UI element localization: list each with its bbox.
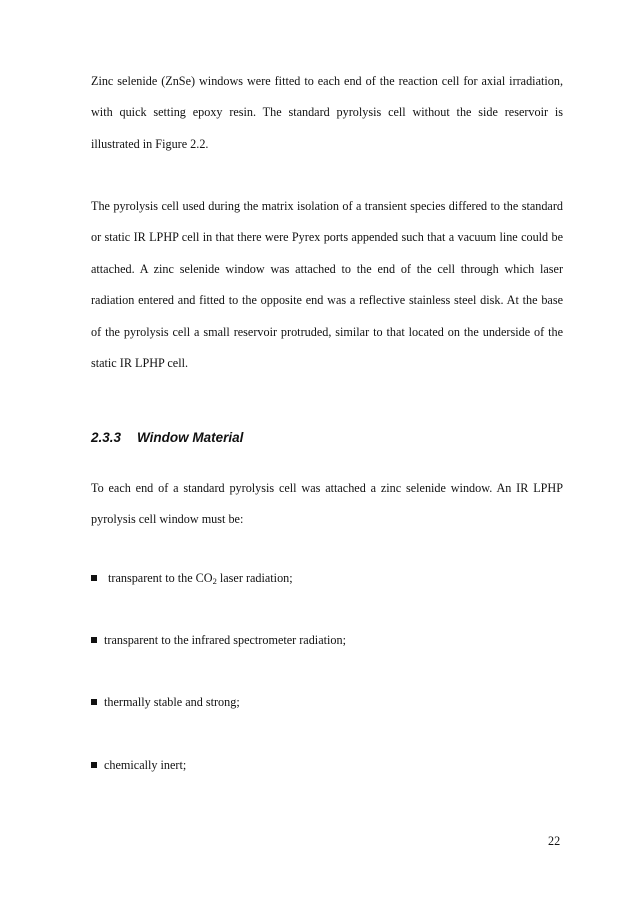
square-bullet-icon (91, 762, 97, 768)
bullet-item-inert (91, 756, 186, 774)
section-title: Window Material (137, 430, 244, 445)
bullet-text: thermally stable and strong; (104, 695, 240, 709)
section-heading (91, 428, 243, 448)
page-number: 22 (548, 834, 561, 848)
paragraph-pyrolysis-cell: The pyrolysis cell used during the matrix isolation of a transient species differed to the standard or static IR LPHP cell in that there were Pyrex ports appended such that a vacuum line could be attached. A zinc selenide window was attached to the end of the cell through which laser radiation entered and fitted to the opposite end was a reflective stainless steel disk. At the base of the pyrolysis cell a small reservoir protruded, similar to that located on the underside of the static IR LPHP cell. (91, 199, 563, 371)
bullet-item-thermal (91, 693, 240, 711)
square-bullet-icon (91, 575, 97, 581)
square-bullet-icon (91, 699, 97, 705)
paragraph-window-material: To each end of a standard pyrolysis cell was attached a zinc selenide window. An IR LPHP pyrolysis cell window must be: (91, 481, 563, 527)
bullet-text: transparent to the infrared spectrometer radiation; (104, 633, 346, 647)
square-bullet-icon (91, 637, 97, 643)
paragraph-znse-windows: Zinc selenide (ZnSe) windows were fitted to each end of the reaction cell for axial irradiation, with quick setting epoxy resin. The standard pyrolysis cell without the side reservoir is illustrated in Figure 2.2. (91, 74, 563, 151)
bullet-item-infrared (91, 631, 346, 649)
bullet-text: transparent to the $CO_2$ laser radiation; (108, 571, 293, 586)
section-number: 2.3.3 (91, 430, 122, 445)
bullet-item-co2 (91, 569, 293, 587)
bullet-text: chemically inert; (104, 758, 187, 772)
